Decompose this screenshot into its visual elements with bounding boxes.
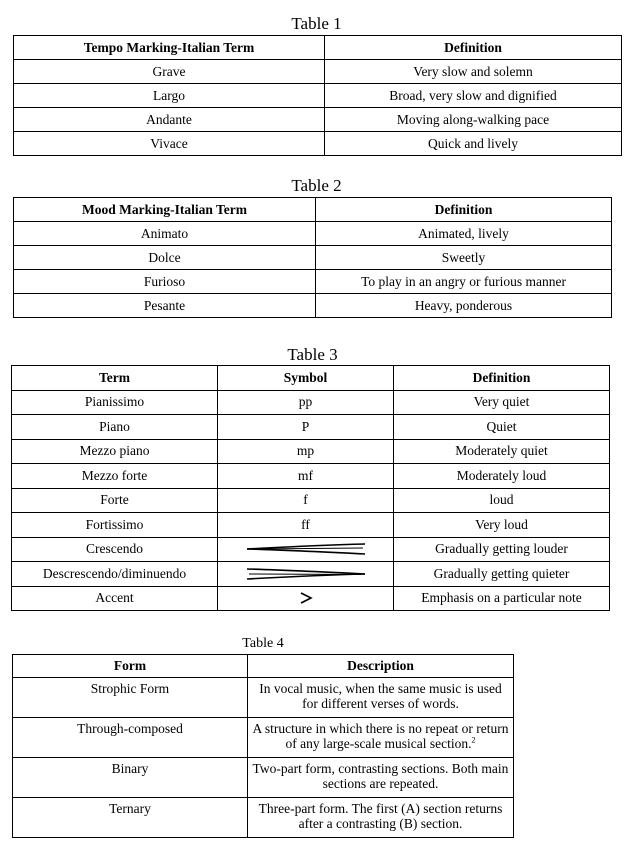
table-row [14, 60, 622, 84]
column-header: Definition [394, 366, 610, 391]
table-row [12, 390, 610, 415]
table-3-caption: Table 3 [287, 345, 338, 364]
table-header-row [14, 36, 622, 60]
symbol-cell: P [218, 415, 394, 440]
definition-cell: Moving along-walking pace [325, 108, 622, 132]
symbol-cell: ff [218, 513, 394, 538]
table-row [14, 270, 612, 294]
description-cell [248, 718, 514, 758]
crescendo-hairpin-icon [245, 542, 367, 556]
table-row [14, 132, 622, 156]
table-row [12, 586, 610, 611]
table-row [13, 678, 514, 718]
term-cell: Mezzo forte [12, 464, 218, 489]
table-row [12, 439, 610, 464]
table-row [12, 513, 610, 538]
symbol-cell: mf [218, 464, 394, 489]
musical-form-table [12, 654, 514, 838]
definition-cell: Emphasis on a particular note [394, 586, 610, 611]
term-cell: Animato [14, 222, 316, 246]
symbol-cell: mp [218, 439, 394, 464]
symbol-cell: f [218, 488, 394, 513]
term-cell: Dolce [14, 246, 316, 270]
definition-cell: Very quiet [394, 390, 610, 415]
definition-cell: Gradually getting louder [394, 537, 610, 562]
dynamics-table [11, 365, 610, 611]
table-row [12, 562, 610, 587]
term-cell: Accent [12, 586, 218, 611]
term-cell: Fortissimo [12, 513, 218, 538]
column-header: Symbol [218, 366, 394, 391]
form-cell: Through-composed [13, 718, 248, 758]
symbol-cell [218, 562, 394, 587]
term-cell: Descrescendo/diminuendo [12, 562, 218, 587]
table-4-caption: Table 4 [242, 636, 284, 651]
tempo-marking-table [13, 35, 622, 156]
column-header: Definition [325, 36, 622, 60]
term-cell: Forte [12, 488, 218, 513]
table-header-row [13, 655, 514, 678]
form-cell: Binary [13, 758, 248, 798]
term-cell: Furioso [14, 270, 316, 294]
footnote-marker: 2 [471, 735, 476, 745]
term-cell: Largo [14, 84, 325, 108]
term-cell: Vivace [14, 132, 325, 156]
term-cell: Pianissimo [12, 390, 218, 415]
mood-marking-table [13, 197, 612, 318]
column-header: Term [12, 366, 218, 391]
description-cell: Two-part form, contrasting sections. Both main sections are repeated. [248, 758, 514, 798]
table-row [12, 415, 610, 440]
form-cell: Ternary [13, 798, 248, 838]
term-cell: Crescendo [12, 537, 218, 562]
definition-cell: Sweetly [316, 246, 612, 270]
term-cell: Pesante [14, 294, 316, 318]
description-cell: Three-part form. The first (A) section returns after a contrasting (B) section. [248, 798, 514, 838]
table-row [12, 464, 610, 489]
definition-cell: Very slow and solemn [325, 60, 622, 84]
symbol-cell [218, 586, 394, 611]
table-row [13, 798, 514, 838]
definition-cell: Quiet [394, 415, 610, 440]
description-cell: In vocal music, when the same music is used for different verses of words. [248, 678, 514, 718]
column-header: Description [248, 655, 514, 678]
definition-cell: Broad, very slow and dignified [325, 84, 622, 108]
table-header-row [12, 366, 610, 391]
definition-cell: loud [394, 488, 610, 513]
term-cell: Piano [12, 415, 218, 440]
term-cell: Grave [14, 60, 325, 84]
term-cell: Andante [14, 108, 325, 132]
form-cell: Strophic Form [13, 678, 248, 718]
term-cell: Mezzo piano [12, 439, 218, 464]
table-row [14, 246, 612, 270]
table-row [14, 84, 622, 108]
table-row [12, 537, 610, 562]
table-row [14, 222, 612, 246]
definition-cell: Quick and lively [325, 132, 622, 156]
table-row [13, 758, 514, 798]
column-header: Definition [316, 198, 612, 222]
accent-icon [299, 591, 313, 605]
table-row [13, 718, 514, 758]
definition-cell: Very loud [394, 513, 610, 538]
column-header: Mood Marking-Italian Term [14, 198, 316, 222]
column-header: Form [13, 655, 248, 678]
definition-cell: Moderately quiet [394, 439, 610, 464]
column-header: Tempo Marking-Italian Term [14, 36, 325, 60]
table-row [14, 108, 622, 132]
definition-cell: Gradually getting quieter [394, 562, 610, 587]
symbol-cell: pp [218, 390, 394, 415]
definition-cell: Heavy, ponderous [316, 294, 612, 318]
description-text: A structure in which there is no repeat or return of any large-scale musical section. [252, 721, 509, 751]
symbol-cell [218, 537, 394, 562]
decrescendo-hairpin-icon [245, 567, 367, 581]
table-row [12, 488, 610, 513]
definition-cell: Animated, lively [316, 222, 612, 246]
definition-cell: Moderately loud [394, 464, 610, 489]
definition-cell: To play in an angry or furious manner [316, 270, 612, 294]
table-1-caption: Table 1 [291, 14, 342, 33]
table-header-row [14, 198, 612, 222]
table-row [14, 294, 612, 318]
table-2-caption: Table 2 [291, 176, 342, 195]
